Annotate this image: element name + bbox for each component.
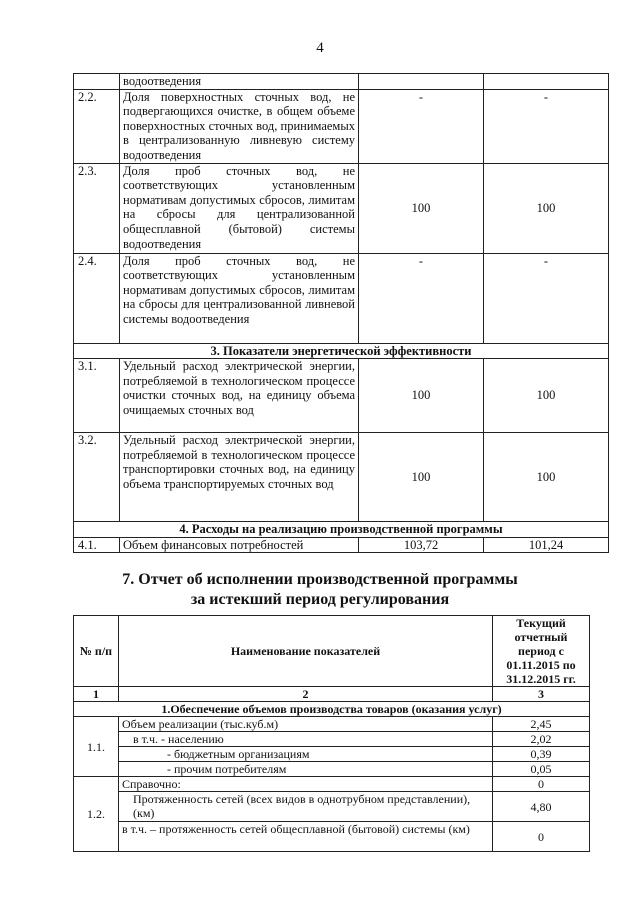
value-cell [484, 74, 609, 90]
value-cell: - [359, 89, 484, 163]
row-name-cell: Доля поверхностных сточных вод, не подвергающихся очистке, в общем объеме поверхностных сточных вод, принимаемых в централизованную ливневую систему водоотведения [120, 89, 359, 163]
index-cell: 3 [493, 687, 590, 702]
row-name-cell: - бюджетным организациям [119, 747, 493, 762]
table-row [74, 777, 590, 792]
row-name-cell: Объем финансовых потребностей [120, 537, 359, 553]
value-cell: 2,02 [493, 732, 590, 747]
value-cell: 100 [484, 359, 609, 433]
section-heading: 3. Показатели энергетической эффективности [74, 343, 609, 359]
row-name-cell: Справочно: [119, 777, 493, 792]
value-cell: 100 [359, 433, 484, 522]
section-heading: 1.Обеспечение объемов производства товаров (оказания услуг) [74, 702, 590, 717]
row-name-cell: водоотведения [120, 74, 359, 90]
table-row [74, 747, 590, 762]
value-cell: 4,80 [493, 792, 590, 822]
table-row [74, 74, 609, 90]
table-row [74, 792, 590, 822]
value-cell: 101,24 [484, 537, 609, 553]
value-cell: 0 [493, 822, 590, 852]
header-name: Наименование показателей [119, 616, 493, 687]
section-row [74, 343, 609, 359]
section-7-title-line-2: за истекший период регулирования [190, 591, 450, 608]
value-cell [359, 74, 484, 90]
index-row [74, 687, 590, 702]
table-row [74, 717, 590, 732]
table-row [74, 762, 590, 777]
row-name-cell: Объем реализации (тыс.куб.м) [119, 717, 493, 732]
row-name-cell: в т.ч. - населению [119, 732, 493, 747]
row-name-cell: Доля проб сточных вод, не соответствующих установленным нормативам допустимых сбросов, лимитам на сбросы для централизованной ливневой системы водоотведения [120, 253, 359, 343]
row-name-cell: Удельный расход электрической энергии, потребляемой в технологическом процессе транспортировки сточных вод, на единицу объема транспортируемых сточных вод [120, 433, 359, 522]
row-number-cell: 1.2. [74, 777, 119, 852]
index-cell: 1 [74, 687, 119, 702]
table-row [74, 822, 590, 852]
section-7-title [0, 570, 640, 610]
header-number: № п/п [74, 616, 119, 687]
table-row [74, 732, 590, 747]
value-cell: 103,72 [359, 537, 484, 553]
value-cell: 0,05 [493, 762, 590, 777]
value-cell: - [484, 253, 609, 343]
page-number: 4 [316, 40, 324, 56]
indicators-table [73, 73, 609, 553]
row-number-cell: 1.1. [74, 717, 119, 777]
value-cell: 100 [484, 433, 609, 522]
table-row [74, 433, 609, 522]
section-heading: 4. Расходы на реализацию производственной программы [74, 522, 609, 538]
section-row [74, 522, 609, 538]
value-cell: 100 [359, 359, 484, 433]
row-name-cell: Удельный расход электрической энергии, потребляемой в технологическом процессе очистки сточных вод, на единицу объема очищаемых сточных вод [120, 359, 359, 433]
value-cell: 0,39 [493, 747, 590, 762]
row-number-cell: 3.2. [74, 433, 120, 522]
index-cell: 2 [119, 687, 493, 702]
table-row [74, 253, 609, 343]
section-row [74, 702, 590, 717]
row-name-cell: - прочим потребителям [119, 762, 493, 777]
header-current-period: Текущий отчетный период с 01.11.2015 по 31.12.2015 гг. [493, 616, 590, 687]
table-row [74, 537, 609, 553]
row-name-cell: Доля проб сточных вод, не соответствующих установленным нормативам допустимых сбросов, лимитам на сбросы для централизованной общесплавной (бытовой) системы водоотведения [120, 163, 359, 253]
row-number-cell [74, 74, 120, 90]
table-row [74, 359, 609, 433]
table-row [74, 89, 609, 163]
row-number-cell: 2.2. [74, 89, 120, 163]
row-number-cell: 3.1. [74, 359, 120, 433]
value-cell: 0 [493, 777, 590, 792]
table-row [74, 163, 609, 253]
row-number-cell: 2.4. [74, 253, 120, 343]
value-cell: - [359, 253, 484, 343]
row-number-cell: 4.1. [74, 537, 120, 553]
value-cell: 100 [484, 163, 609, 253]
section-7-title-line-1: 7. Отчет об исполнении производственной программы [122, 571, 518, 588]
row-number-cell: 2.3. [74, 163, 120, 253]
header-row [74, 616, 590, 687]
value-cell: - [484, 89, 609, 163]
value-cell: 100 [359, 163, 484, 253]
row-name-cell: в т.ч. – протяженность сетей общесплавной (бытовой) системы (км) [119, 822, 493, 852]
row-name-cell: Протяженность сетей (всех видов в однотрубном представлении), (км) [119, 792, 493, 822]
report-table [73, 615, 590, 852]
value-cell: 2,45 [493, 717, 590, 732]
